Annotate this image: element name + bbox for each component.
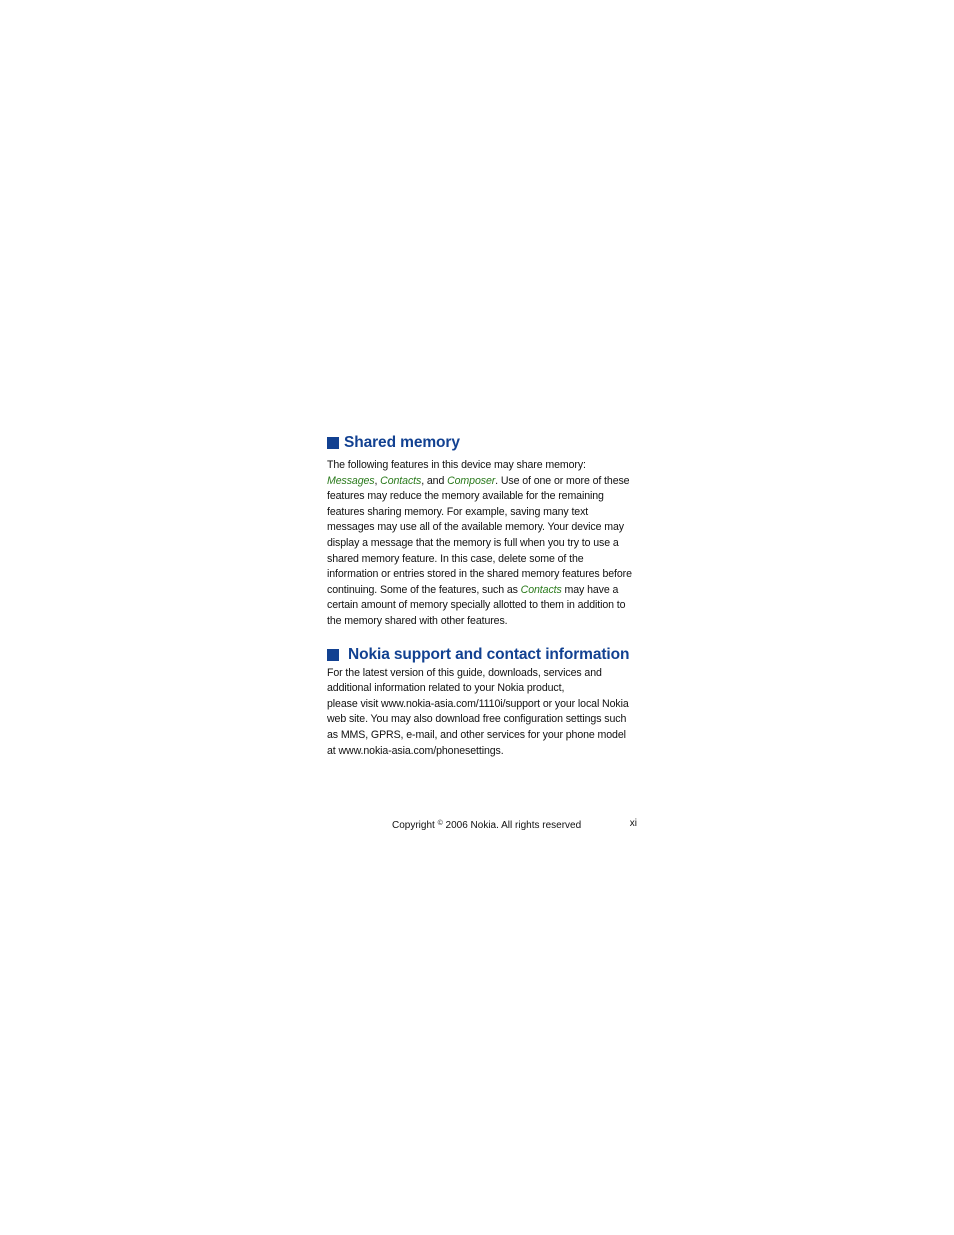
term-contacts-2: Contacts <box>520 583 562 596</box>
copyright-notice <box>392 817 581 833</box>
paragraph-text: , and <box>421 474 448 487</box>
paragraph-text: . Use of one or more of these features may reduce the memory available for the remaining features sharing memory. For example, saving many text messages may use all of the available memory. Your device may display a message that the memory is full when you try to use a shared memory feature. In this case, delete some of the information or entries stored in the shared memory features before continuing. Some of the features, such as <box>327 474 632 596</box>
page-number: xi <box>629 818 637 829</box>
heading-text: Shared memory <box>344 434 460 451</box>
square-bullet-icon <box>327 437 339 449</box>
paragraph-text: , <box>374 474 381 487</box>
term-composer: Composer <box>447 474 496 487</box>
section-heading-shared-memory <box>327 432 637 454</box>
page-content <box>327 432 637 759</box>
copyright-text: 2006 Nokia. All rights reserved <box>442 820 582 831</box>
term-messages: Messages <box>327 474 375 487</box>
heading-text: Nokia support and contact information <box>348 645 630 663</box>
shared-memory-paragraph <box>327 458 637 630</box>
section-heading-nokia-support <box>327 644 637 666</box>
square-bullet-icon <box>327 649 339 661</box>
term-contacts: Contacts <box>380 474 422 487</box>
paragraph-text: please visit www.nokia-asia.com/1110i/support or your local Nokia web site. You may also download free configuration settings such as MMS, GPRS, e-mail, and other services for your phone model at www.nokia-asia.com/phonesettings. <box>327 697 629 757</box>
paragraph-text: For the latest version of this guide, downloads, services and additional information related to your Nokia product, <box>327 666 602 695</box>
copyright-text: Copyright <box>392 820 438 831</box>
copyright-symbol: © <box>437 820 443 827</box>
paragraph-text: may have a certain amount of memory specially allotted to them in addition to the memory shared with other features. <box>327 583 626 627</box>
paragraph-text: The following features in this device may share memory: <box>327 459 586 471</box>
nokia-support-paragraph <box>327 666 637 760</box>
